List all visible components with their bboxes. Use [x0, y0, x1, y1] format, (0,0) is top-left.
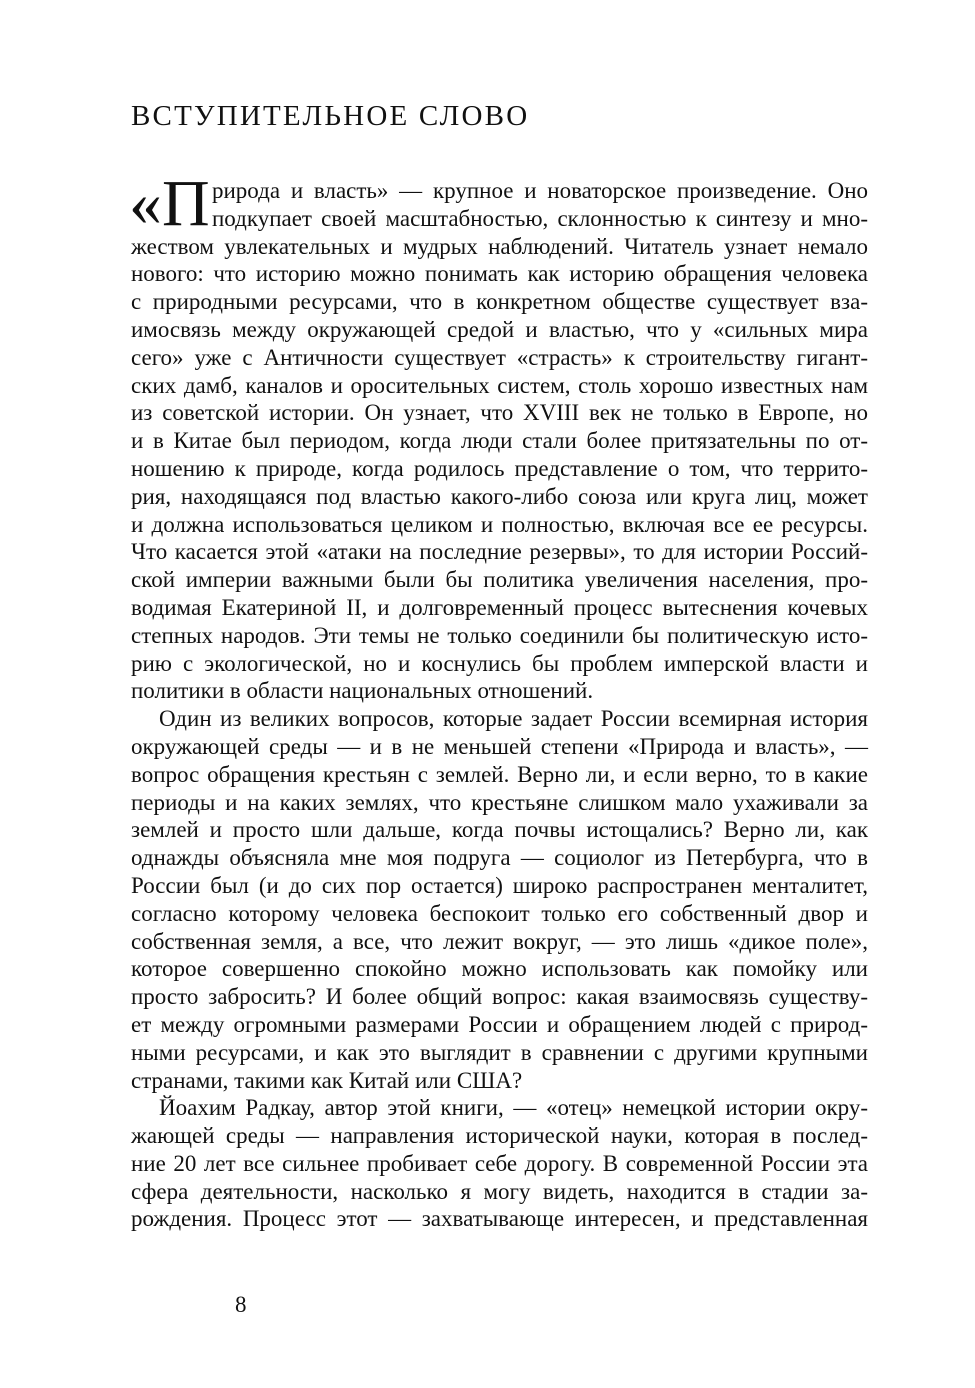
text-line: нового: что историю можно понимать как историю обращения человека [131, 261, 868, 287]
text-line: и в Китае был периодом, когда люди стали более притязательны по от- [131, 428, 868, 454]
chapter-heading: ВСТУПИТЕЛЬНОЕ СЛОВО [131, 100, 530, 132]
text-line: жающей среды — направления исторической науки, которая в послед- [131, 1123, 868, 1149]
paragraph-3 [131, 1094, 868, 1233]
text-line: просто забросить? И более общий вопрос: какая взаимосвязь существу- [131, 984, 868, 1010]
text-line: рождения. Процесс этот — захватывающе интересен, и представленная [131, 1206, 868, 1232]
text-line: и должна использоваться целиком и полностью, включая все ее ресурсы. [131, 511, 868, 537]
text-line: землей и просто шли дальше, когда почвы истощались? Верно ли, как [131, 817, 868, 843]
text-line: рию с экологической, но и коснулись бы проблем имперской власти и [131, 650, 868, 676]
text-line: ской империи важными были бы политика увеличения населения, про- [131, 567, 868, 593]
text-line: сего» уже с Античности существует «страсть» к строительству гигант- [131, 344, 868, 370]
text-line: с природными ресурсами, что в конкретном обществе существует вза- [131, 289, 868, 315]
text-line: окружающей среды — и в не меньшей степени «Природа и власть», — [131, 733, 868, 759]
text-line: Что касается этой «атаки на последние резервы», то для истории Россий- [131, 539, 868, 565]
text-line: однажды объясняла мне моя подруга — социолог из Петербурга, что в [131, 845, 868, 871]
text-line: имосвязь между окружающей средой и властью, что у «сильных мира [131, 316, 868, 342]
text-line: Йоахим Радкау, автор этой книги, — «отец» немецкой истории окру- [159, 1095, 868, 1121]
text-line: ношению к природе, когда родилось представление о том, что террито- [131, 455, 868, 481]
text-line: ских дамб, каналов и оросительных систем, столь хорошо известных нам [131, 372, 868, 398]
text-line: сфера деятельности, насколько я могу видеть, находится в стадии за- [131, 1178, 868, 1204]
text-line: вопрос обращения крестьян с землей. Верно ли, и если верно, то в какие [131, 761, 868, 787]
text-line: ными ресурсами, и как это выглядит в сравнении с другими крупными [131, 1039, 868, 1065]
text-line: жеством увлекательных и мудрых наблюдений. Читатель узнает немало [131, 233, 868, 259]
paragraph-2 [131, 705, 868, 1094]
text-line: подкупает своей масштабностью, склонностью к синтезу и мно- [212, 205, 868, 231]
text-line: политики в области национальных отношений. [131, 678, 594, 704]
text-line: странами, такими как Китай или США? [131, 1067, 523, 1093]
text-line: периоды и на каких землях, что крестьяне слишком мало ухаживали за [131, 789, 868, 815]
text-line: согласно которому человека беспокоит только его собственный двор и [131, 900, 868, 926]
text-line: Один из великих вопросов, которые задает России всемирная история [159, 706, 868, 732]
text-line: рия, находящаяся под властью какого-либо союза или круга лиц, может [131, 483, 868, 509]
text-line: которое совершенно спокойно можно использовать как помойку или [131, 956, 868, 982]
text-line: степных народов. Эти темы не только соединили бы политическую исто- [131, 622, 868, 648]
body-text [129, 167, 868, 1233]
text-line: из советской истории. Он узнает, что XVIII век не только в Европе, но [131, 400, 868, 426]
text-line: России был (и до сих пор остается) широко распространен менталитет, [131, 872, 868, 898]
text-line: ет между огромными размерами России и обращением людей с природ- [131, 1011, 868, 1037]
text-line: рирода и власть» — крупное и новаторское произведение. Оно [212, 178, 868, 203]
text-line: собственная земля, а все, что лежит вокруг, — это лишь «дикое поле», [131, 928, 868, 954]
paragraph-1 [129, 167, 868, 705]
text-line: водимая Екатериной II, и долговременный процесс вытеснения кочевых [131, 594, 868, 620]
drop-cap: «П [129, 167, 210, 240]
text-line: ние 20 лет все сильнее пробивает себе дорогу. В современной России эта [131, 1150, 868, 1176]
page-number: 8 [235, 1292, 247, 1317]
